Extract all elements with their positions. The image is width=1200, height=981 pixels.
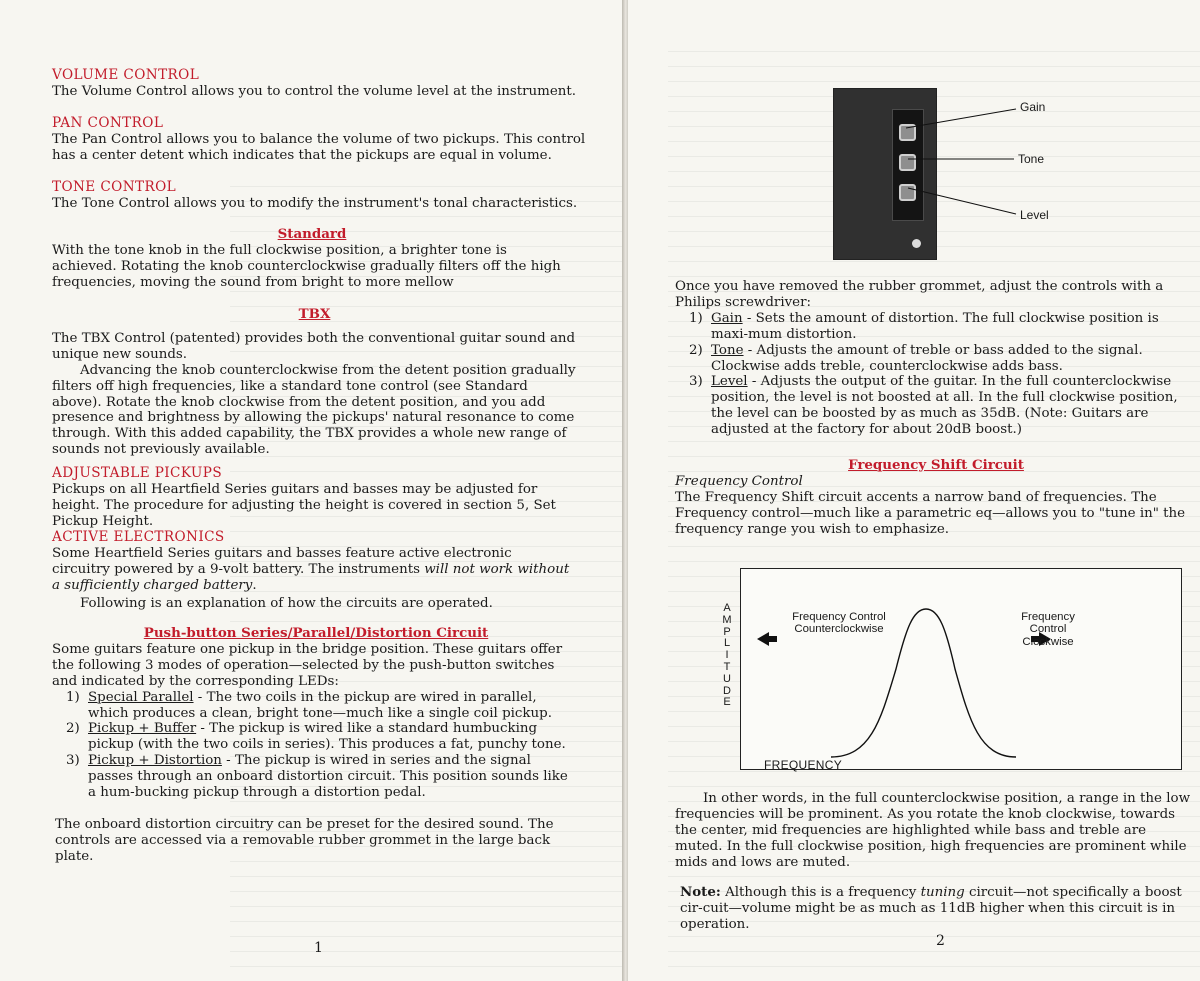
active-followup: Following is an explanation of how the circuits are operated. bbox=[80, 595, 493, 611]
tbx-heading: TBX bbox=[298, 306, 331, 322]
distortion-closing: The onboard distortion circuitry can be preset for the desired sound. The controls are accessed via a removable rubber grommet in the large back plate. bbox=[55, 817, 554, 864]
graph-canvas bbox=[741, 569, 1181, 769]
amplitude-letter: T bbox=[723, 660, 731, 673]
freq-heading: Frequency Shift Circuit bbox=[848, 457, 1024, 473]
tone-label: Tone bbox=[1018, 152, 1045, 166]
tone-heading: TONE CONTROL bbox=[52, 179, 177, 195]
adjustable-heading: ADJUSTABLE PICKUPS bbox=[52, 465, 223, 481]
standard-text: With the tone knob in the full clockwise position, a brighter tone is achieved. Rotating the knob counterclockwise gradually filters off the high frequencies, moving the sound from bright to more mellow bbox=[52, 242, 561, 290]
pushbutton-list bbox=[52, 690, 580, 801]
note-text: Note: Although this is a frequency tuning circuit—not specifically a boost cir-cuit—volume might be as much as 11dB higher when this circuit is in operation. bbox=[680, 884, 1182, 932]
freq-text: The Frequency Shift circuit accents a narrow band of frequencies. The Frequency control—much like a parametric eq—allows you to "tune in" the frequency range you wish to emphasize. bbox=[675, 489, 1186, 537]
ccw-label: Frequency Control Counterclockwise bbox=[792, 611, 886, 636]
page-right bbox=[628, 0, 1200, 981]
explain-text: In other words, in the full counterclockwise position, a range in the low frequencies will be prominent. As you rotate the knob clockwise, towards the center, mid frequencies are highlighted while bass and treble are muted. In the full clockwise position, high frequencies are prominent while mids and lows are muted. bbox=[675, 791, 1191, 870]
amplitude-letter: U bbox=[723, 672, 731, 685]
tbx-body: Advancing the knob counterclockwise from the detent position gradually filters off high frequencies, like a standard tone control (see Standard above). Rotate the knob clockwise from the detent position, and you add presence and brightness by allowing the pickups' natural resonance to come through. With this added capability, the TBX provides a whole new range of sounds not previously available. bbox=[52, 362, 576, 458]
active-text: Some Heartfield Series guitars and basses feature active electronic circuitry powered by a 9-volt battery. The instruments will not work without a sufficiently charged battery. bbox=[52, 545, 570, 593]
amplitude-letter: A bbox=[723, 602, 731, 614]
volume-section bbox=[52, 68, 592, 100]
freq-section bbox=[675, 458, 1197, 538]
pushbutton-intro: Some guitars feature one pickup in the bridge position. These guitars offer the following 3 modes of operation—selected by the push-button switches and indicated by the corresponding LEDs: bbox=[52, 641, 563, 689]
list-item: 3) Level - Adjusts the output of the guitar. In the full counterclockwise position, the level is not boosted at all. In the full clockwise position, the level can be boosted by as much as 35dB. (Note: Guitars are adjusted at the factory for about 20dB boost.) bbox=[689, 374, 1178, 438]
callout-lines bbox=[628, 0, 1200, 300]
page-number: 2 bbox=[936, 933, 945, 949]
page-number: 1 bbox=[314, 940, 323, 956]
pushbutton-heading: Push-button Series/Parallel/Distortion Circuit bbox=[143, 625, 489, 641]
note-italic: tuning bbox=[920, 885, 965, 900]
control-term: Gain bbox=[711, 310, 743, 326]
adjust-section bbox=[675, 279, 1195, 438]
amplitude-letter: I bbox=[725, 649, 729, 662]
tone-text: The Tone Control allows you to modify the instrument's tonal characteristics. bbox=[52, 195, 578, 211]
tone-section bbox=[52, 180, 592, 212]
pushbutton-section bbox=[52, 626, 580, 801]
gain-label: Gain bbox=[1020, 100, 1046, 114]
amplitude-letter: M bbox=[722, 613, 732, 626]
list-item: 1) Gain - Sets the amount of distortion. The full clockwise position is maxi-mum distortion. bbox=[689, 310, 1159, 342]
mode-term: Special Parallel bbox=[88, 689, 194, 705]
list-item: 2) Pickup + Buffer - The pickup is wired like a standard humbucking pickup (with the two coils in series). This produces a fat, punchy tone. bbox=[66, 721, 566, 753]
note-label: Note: bbox=[680, 884, 721, 900]
amplitude-letter: P bbox=[723, 625, 731, 638]
level-callout-line bbox=[908, 188, 1016, 214]
gain-callout-line bbox=[906, 109, 1016, 128]
freq-subheading: Frequency Control bbox=[675, 473, 803, 489]
left-arrow-shaft bbox=[769, 636, 777, 642]
left-arrow-icon bbox=[757, 632, 769, 646]
adjust-list bbox=[675, 311, 1195, 438]
amplitude-letter: D bbox=[723, 684, 731, 697]
active-warning: will not work without a sufficiently charged battery bbox=[52, 561, 570, 593]
list-item: 2) Tone - Adjusts the amount of treble or bass added to the signal. Clockwise adds treble, counterclockwise adds bass. bbox=[689, 342, 1143, 374]
tbx-section bbox=[52, 307, 577, 458]
active-heading: ACTIVE ELECTRONICS bbox=[52, 529, 225, 545]
tbx-intro: The TBX Control (patented) provides both the conventional guitar sound and unique new sounds. bbox=[52, 330, 576, 362]
mode-term: Pickup + Distortion bbox=[88, 753, 222, 769]
adjustable-text: Pickups on all Heartfield Series guitars and basses may be adjusted for height. The procedure for adjusting the height is covered in section 5, Set Pickup Height. bbox=[52, 481, 556, 529]
volume-text: The Volume Control allows you to control the volume level at the instrument. bbox=[52, 83, 577, 99]
control-term: Level bbox=[711, 374, 748, 390]
amplitude-letter: E bbox=[723, 696, 731, 709]
pan-heading: PAN CONTROL bbox=[52, 115, 164, 131]
adjustable-section bbox=[52, 466, 572, 530]
amplitude-axis-label bbox=[720, 603, 734, 709]
pan-text: The Pan Control allows you to balance the volume of two pickups. This control has a center detent which indicates that the pickups are equal in volume. bbox=[52, 131, 586, 163]
amplitude-letter: L bbox=[723, 637, 731, 650]
level-label: Level bbox=[1020, 208, 1049, 222]
list-item: 3) Pickup + Distortion - The pickup is wired in series and the signal passes through an onboard distortion circuit. This position sounds like a hum-bucking pickup through a distortion pedal. bbox=[66, 753, 568, 801]
cw-label: Frequency Control Clockwise bbox=[1021, 611, 1075, 648]
list-item: 1) Special Parallel - The two coils in the pickup are wired in parallel, which produces a clean, bright tone—much like a single coil pickup. bbox=[66, 689, 552, 721]
standard-section bbox=[52, 227, 572, 291]
frequency-graph bbox=[740, 568, 1182, 770]
adjust-intro: Once you have removed the rubber grommet, adjust the controls with a Philips screwdriver: bbox=[675, 279, 1164, 310]
active-section bbox=[52, 530, 572, 612]
control-term: Tone bbox=[711, 342, 744, 358]
volume-heading: VOLUME CONTROL bbox=[52, 67, 200, 83]
pan-section bbox=[52, 116, 587, 164]
standard-heading: Standard bbox=[277, 226, 347, 242]
frequency-axis-label: FREQUENCY bbox=[764, 758, 843, 772]
mode-term: Pickup + Buffer bbox=[88, 721, 197, 737]
